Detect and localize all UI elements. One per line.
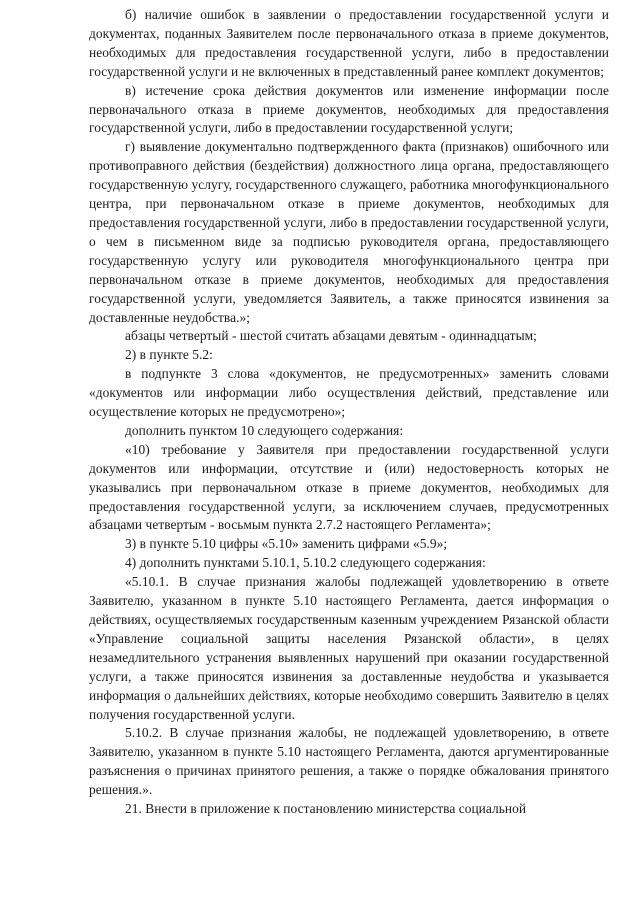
paragraph-5-10-1: «5.10.1. В случае признания жалобы подлежащей удовлетворению в ответе Заявителю, указанном в пункте 5.10 настоящего Регламента, дается информация о действиях, осуществляемых государственным казенным учреждением Рязанской области «Управление социальной защиты населения Рязанской области», в целях незамедлительного устранения выявленных нарушений при оказании государственной услуги, а также приносятся извинения за доставленные неудобства и указывается информация о дальнейших действиях, которые необходимо совершить Заявителю в целях получения государственной услуги. (89, 574, 609, 722)
paragraph-item-4: 4) дополнить пунктами 5.10.1, 5.10.2 следующего содержания: (125, 555, 486, 571)
paragraph-renumber: абзацы четвертый - шестой считать абзацами девятым - одиннадцатым; (125, 328, 537, 344)
paragraph-subitem-3: в подпункте 3 слова «документов, не предусмотренных» заменить словами «документов или информации либо осуществления действий, представление или осуществление которых не предусмотрено»; (89, 366, 609, 420)
paragraph-v: в) истечение срока действия документов или изменение информации после первоначального отказа в приеме документов, необходимых для предоставления государственной услуги, либо в предоставлении государственной услуги; (89, 82, 609, 136)
paragraph-item-10-text: «10) требование у Заявителя при предоставлении государственной услуги документов или информации, отсутствие и (или) недостоверность которых не указывались при первоначальном отказе в приеме документов, необходимых для предоставления государственной услуги, за исключением случаев, предусмотренных абзацами четвертым - восьмым пункта 2.7.2 настоящего Регламента»; (89, 441, 609, 533)
paragraph-add-item-10: дополнить пунктом 10 следующего содержания: (125, 422, 404, 438)
paragraph-b: б) наличие ошибок в заявлении о предоставлении государственной услуги и документах, поданных Заявителем после первоначального отказа в приеме документов, необходимых для предоставления государственной услуги, либо в предоставлении государственной услуги и не включенных в представленный ранее комплект документов; (89, 7, 609, 79)
paragraph-item-21: 21. Внести в приложение к постановлению министерства социальной (125, 801, 527, 817)
paragraph-5-10-2: 5.10.2. В случае признания жалобы, не подлежащей удовлетворению, в ответе Заявителю, указанном в пункте 5.10 настоящего Регламента, даются аргументированные разъяснения о причинах принятого решения, а также о порядке обжалования принятого решения.». (89, 725, 609, 798)
paragraph-g: г) выявление документально подтвержденного факта (признаков) ошибочного или противоправного действия (бездействия) должностного лица органа, предоставляющего государственную услугу, государственного служащего, работника многофункционального центра, при первоначальном отказе в приеме документов, необходимых для предоставления государственной услуги, либо в предоставлении государственной услуги, о чем в письменном виде за подписью руководителя органа, предоставляющего государственную услугу или руководителя многофункционального центра при первоначальном отказе в приеме документов, необходимых для предоставления государственной услуги, уведомляется Заявитель, а также приносятся извинения за доставленные неудобства.»; (89, 139, 609, 325)
paragraph-item-3: 3) в пункте 5.10 цифры «5.10» заменить цифрами «5.9»; (125, 536, 448, 552)
paragraph-item-2: 2) в пункте 5.2: (125, 347, 213, 363)
document-body (89, 6, 609, 819)
